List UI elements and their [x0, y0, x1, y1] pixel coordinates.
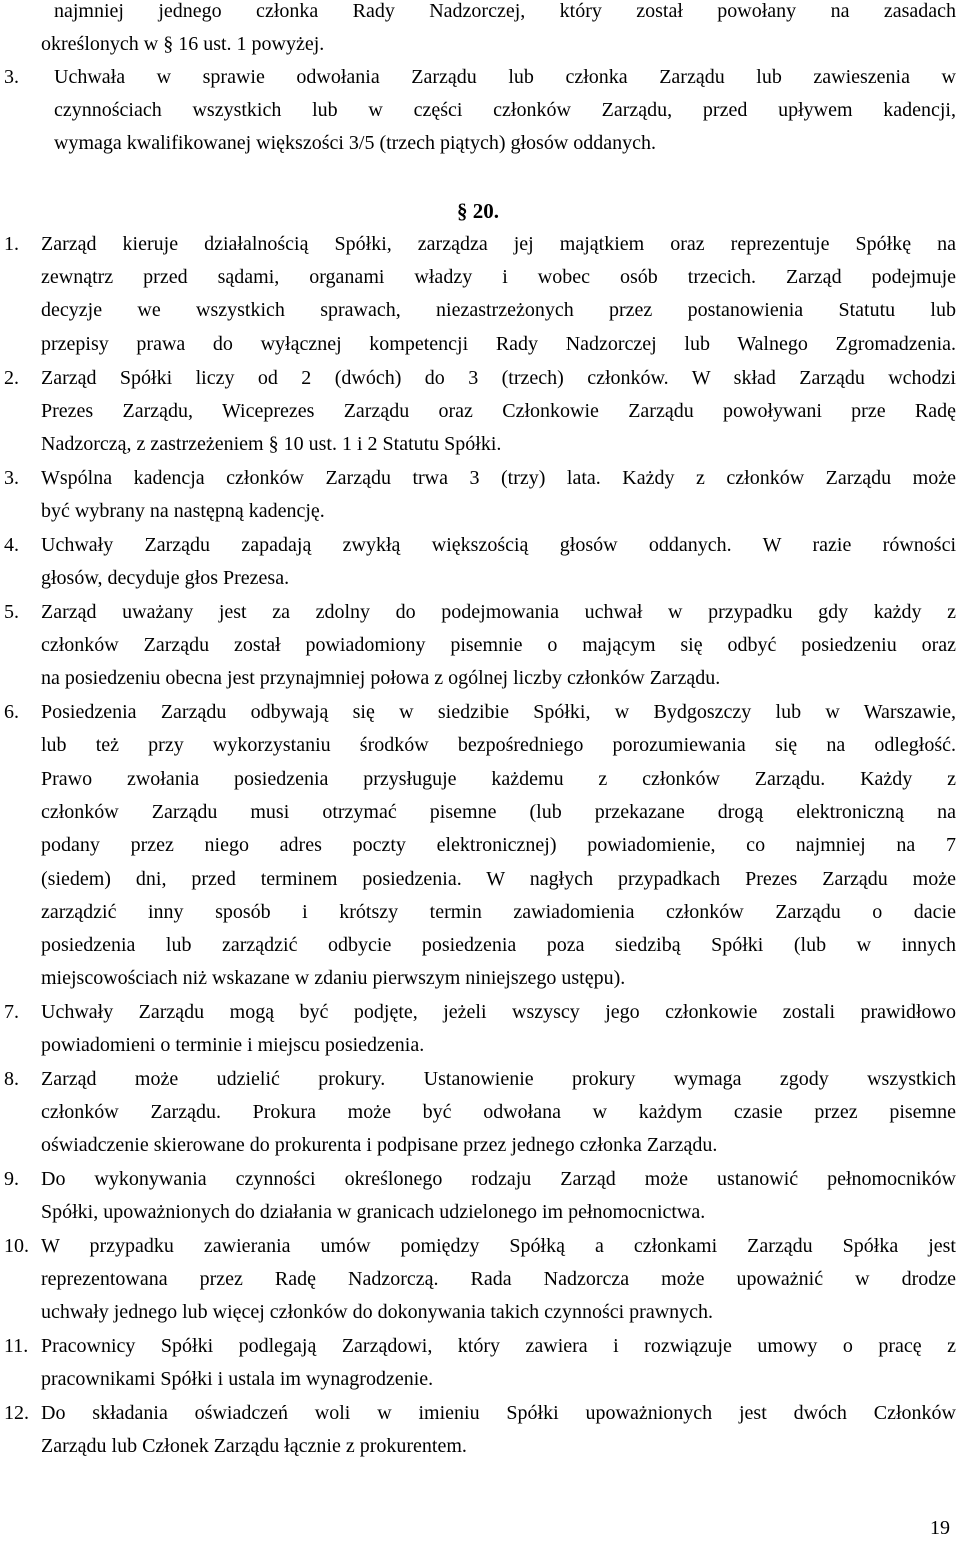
text-line: posiedzenia lub zarządzić odbycie posiedzenia poza siedzibą Spółki (lub w innych [41, 934, 956, 956]
text-line: Do wykonywania czynności określonego rodzaju Zarząd może ustanowić pełnomocników [41, 1168, 956, 1190]
text-line: podany przez niego adres poczty elektronicznej) powiadomienie, co najmniej na 7 [41, 834, 956, 856]
item-number: 3. [4, 66, 19, 88]
text-line: W przypadku zawierania umów pomiędzy Spółką a członkami Zarządu Spółka jest [41, 1235, 956, 1257]
text-line: członków Zarządu. Prokura może być odwołana w każdym czasie przez pisemne [41, 1101, 956, 1123]
text-line: Zarządu lub Członek Zarządu łącznie z prokurentem. [41, 1435, 467, 1457]
text-line: lub też przy wykorzystaniu środków bezpośredniego porozumiewania się na odległość. [41, 734, 956, 756]
text-line: Zarząd może udzielić prokury. Ustanowienie prokury wymaga zgody wszystkich [41, 1068, 956, 1090]
text-line: miejscowościach niż wskazane w zdaniu pierwszym niniejszego ustępu). [41, 967, 626, 989]
text-line: Nadzorczą, z zastrzeżeniem § 10 ust. 1 i 2 Statutu Spółki. [41, 433, 502, 455]
text-line: Posiedzenia Zarządu odbywają się w siedzibie Spółki, w Bydgoszczy lub w Warszawie, [41, 701, 956, 723]
text-line: decyzje we wszystkich sprawach, niezastrzeżonych przez postanowienia Statutu lub [41, 299, 956, 321]
text-line: pracownikami Spółki i ustala im wynagrodzenie. [41, 1368, 434, 1390]
text-line: czynnościach wszystkich lub w części członków Zarządu, przed upływem kadencji, [54, 99, 956, 121]
item-number: 4. [4, 534, 19, 556]
item-number: 7. [4, 1001, 19, 1023]
text-line: Uchwały Zarządu zapadają zwykłą większością głosów oddanych. W razie równości [41, 534, 956, 556]
item-number: 10. [4, 1235, 29, 1257]
text-line: reprezentowana przez Radę Nadzorczą. Rada Nadzorcza może upoważnić w drodze [41, 1268, 956, 1290]
item-number: 12. [4, 1402, 29, 1424]
page-number: 19 [930, 1517, 950, 1539]
text-line: Zarząd kieruje działalnością Spółki, zarządza jej majątkiem oraz reprezentuje Spółkę na [41, 233, 956, 255]
text-line: być wybrany na następną kadencję. [41, 500, 325, 522]
item-number: 2. [4, 367, 19, 389]
text-line: oświadczenie skierowane do prokurenta i podpisane przez jednego członka Zarządu. [41, 1134, 718, 1156]
text-line: wymaga kwalifikowanej większości 3/5 (trzech piątych) głosów oddanych. [54, 132, 657, 154]
text-line: na posiedzeniu obecna jest przynajmniej połowa z ogólnej liczby członków Zarządu. [41, 667, 721, 689]
text-line: Uchwały Zarządu mogą być podjęte, jeżeli wszyscy jego członkowie zostali prawidłowo [41, 1001, 956, 1023]
text-line: głosów, decyduje głos Prezesa. [41, 567, 290, 589]
text-line: Do składania oświadczeń woli w imieniu Spółki upoważnionych jest dwóch Członków [41, 1402, 956, 1424]
item-number: 6. [4, 701, 19, 723]
text-line: zarządzić inny sposób i krótszy termin zawiadomienia członków Zarządu o dacie [41, 901, 956, 923]
item-number: 1. [4, 233, 19, 255]
text-line: Uchwała w sprawie odwołania Zarządu lub członka Zarządu lub zawieszenia w [54, 66, 956, 88]
text-line: członków Zarządu musi otrzymać pisemne (lub przekazane drogą elektroniczną na [41, 801, 956, 823]
text-line: przepisy prawa do wyłącznej kompetencji Rady Nadzorczej lub Walnego Zgromadzenia. [41, 333, 956, 355]
text-line: Wspólna kadencja członków Zarządu trwa 3 (trzy) lata. Każdy z członków Zarządu może [41, 467, 956, 489]
item-number: 9. [4, 1168, 19, 1190]
text-line: Prawo zwołania posiedzenia przysługuje każdemu z członków Zarządu. Każdy z [41, 768, 956, 790]
item-number: 8. [4, 1068, 19, 1090]
text-line: najmniej jednego członka Rady Nadzorczej, który został powołany na zasadach [54, 0, 956, 22]
item-number: 3. [4, 467, 19, 489]
item-number: 5. [4, 601, 19, 623]
item-number: 11. [4, 1335, 29, 1357]
text-line: powiadomieni o terminie i miejscu posiedzenia. [41, 1034, 425, 1056]
section-heading: § 20. [457, 199, 499, 223]
text-line: (siedem) dni, przed terminem posiedzenia. W nagłych przypadkach Prezes Zarządu może [41, 868, 956, 890]
text-line: członków Zarządu został powiadomiony pisemnie o mającym się odbyć posiedzeniu oraz [41, 634, 956, 656]
text-line: zewnątrz przed sądami, organami władzy i wobec osób trzecich. Zarząd podejmuje [41, 266, 956, 288]
text-line: Zarząd uważany jest za zdolny do podejmowania uchwał w przypadku gdy każdy z [41, 601, 956, 623]
text-line: Pracownicy Spółki podlegają Zarządowi, który zawiera i rozwiązuje umowy o pracę z [41, 1335, 956, 1357]
text-line: Spółki, upoważnionych do działania w granicach udzielonego im pełnomocnictwa. [41, 1201, 706, 1223]
text-line: Zarząd Spółki liczy od 2 (dwóch) do 3 (trzech) członków. W skład Zarządu wchodzi [41, 367, 956, 389]
text-line: określonych w § 16 ust. 1 powyżej. [41, 33, 325, 55]
text-line: Prezes Zarządu, Wiceprezes Zarządu oraz Członkowie Zarządu powoływani prze Radę [41, 400, 956, 422]
text-line: uchwały jednego lub więcej członków do dokonywania takich czynności prawnych. [41, 1301, 714, 1323]
